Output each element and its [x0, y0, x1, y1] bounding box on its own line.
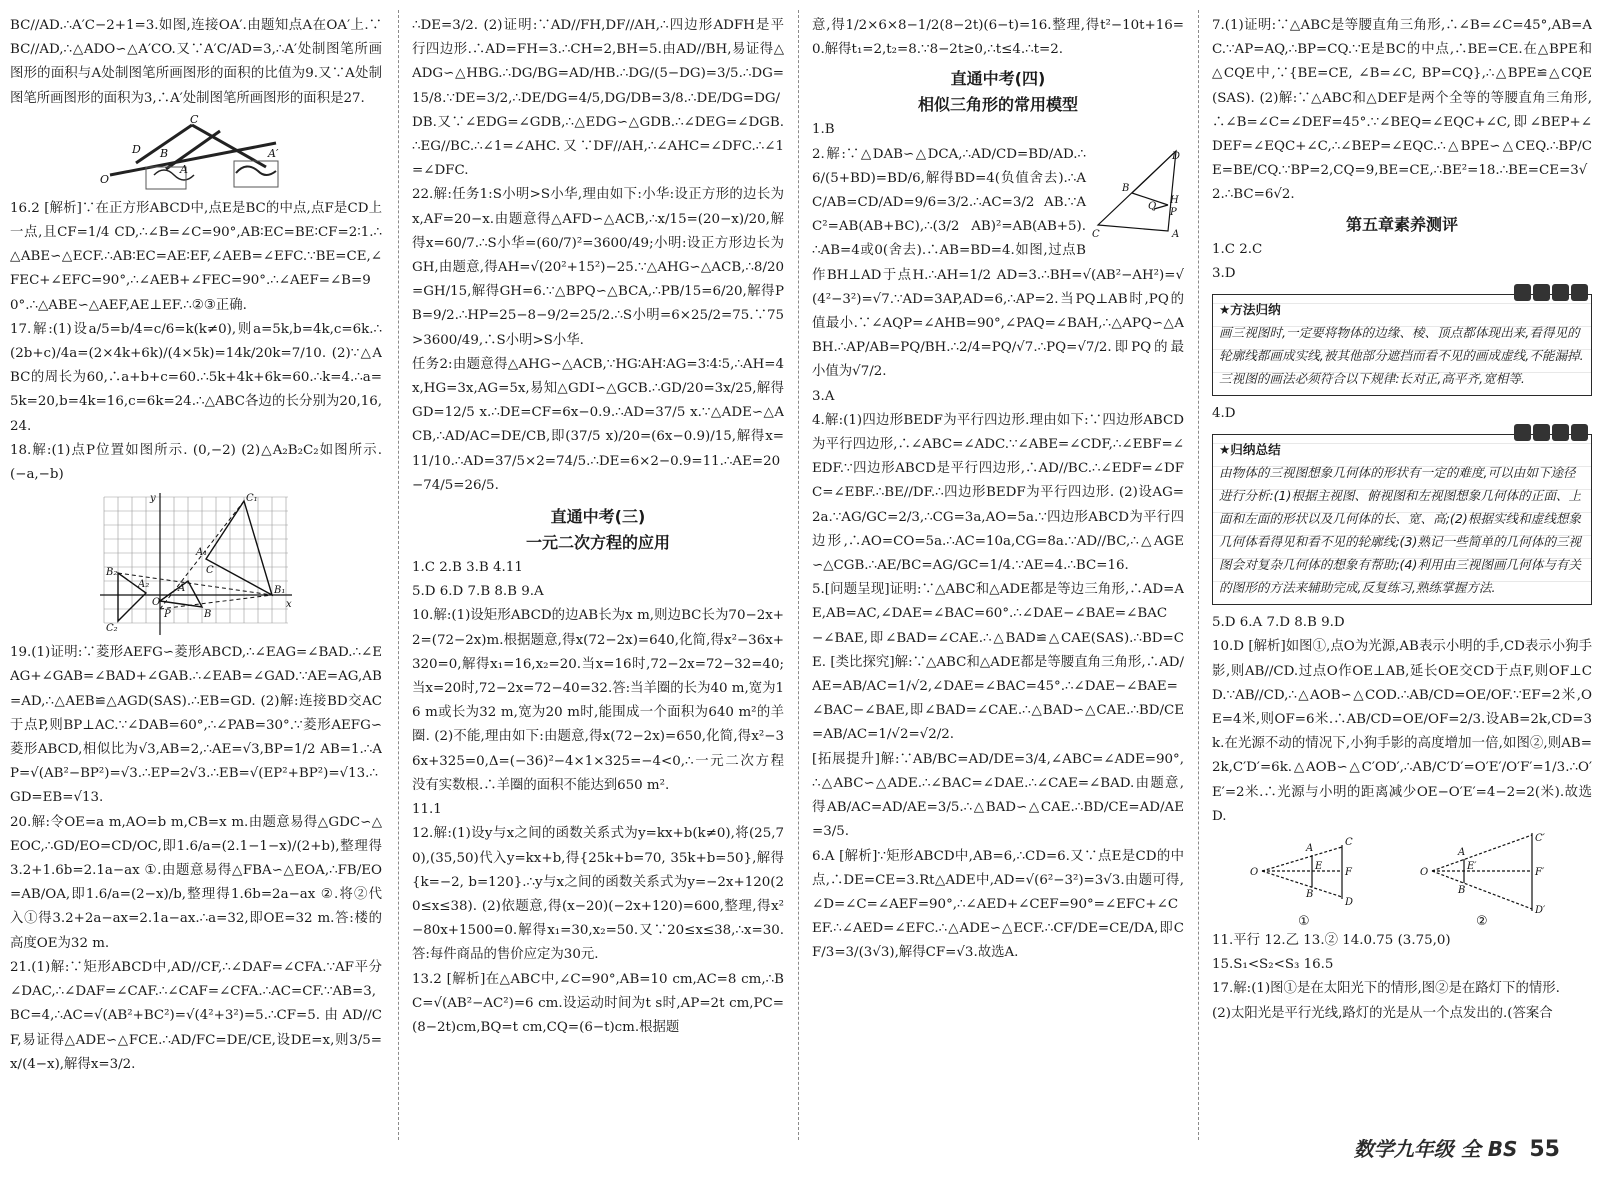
- tag-badge: [1533, 284, 1550, 301]
- fig-label: Q: [1148, 200, 1157, 212]
- answer-paragraph: 19.(1)证明:∵菱形AEFG∽菱形ABCD,∴∠EAG=∠BAD.∴∠EAG+∠GAB=∠BAD+∠GAB.∴∠EAB=∠GAD.∵AE=AG,AB=AD,∴△AEB≌△AGD(SAS).∴EB=GD. (2)解:连接BD交AC于点P,则BP⊥AC.∵∠DAB=60°,∴∠PAB=30°.∵菱形AEFG∽菱形ABCD,相似比为√3,AB=2,∴AE=√3,BP=1/2 AB=1.∴AP=√(AB²−BP²)=√3.∴EP=2√3.∴EB=√(EP²+BP²)=√13.∴GD=EB=√13.: [10, 645, 382, 806]
- box-text: 画三视图时,一定要将物体的边缘、棱、顶点都体现出来,看得见的轮廓线都画成实线,被其他部分遮挡而看不见的画成虚线,不能漏掉.三视图的画法必须符合以下规律:长对正,高平齐,宽相等.: [1219, 325, 1584, 387]
- answer-paragraph: 2.解:∵△DAB∽△DCA,∴AD/CD=BD/AD.∴6/(5+BD)=BD/6,解得BD=4(负值舍去).∴AC/AB=CD/AD=9/6=3/2.∴AC=3/2 AB.∵AC²=AB(AB+BC),∴(3/2 AB)²=AB(AB+5).∴AB=4或0(舍去).∴AB=BD=4.如图,过点B作BH⊥AD于点H.∴AH=1/2 AD=3.∴BH=√(AB²−AH²)=√(4²−3²)=√7.∵AD=3AP,AD=6,∴AP=2.当PQ⊥AB时,PQ的值最小.∵∠AQP=∠AHB=90°,∠PAQ=∠BAH,∴△APQ∽△ABH.∴AP/AB=PQ/BH.∴2/4=PQ/√7.∴PQ=√7/2.即PQ的最小值为√7/2.: [812, 146, 1184, 380]
- book-title: 数学九年级 全 BS: [1353, 1136, 1518, 1161]
- fig-caption: ②: [1476, 914, 1488, 928]
- section-title: 直通中考(四): [950, 69, 1046, 89]
- coordinate-grid-figure: [96, 489, 296, 639]
- answer-paragraph: 20.解:令OE=a m,AO=b m,CB=x m.由题意易得△GDC∽△EOC,∴GD/EO=CD/OC,即1.6/a=(2.1−1−x)/(2+b),整理得3.2+1.6b=2.1a−ax ①.由题意易得△FBA∽△EOA,∴FB/EO=AB/OA,即1.6/a=(2−x)/b,整理得1.6b=2a−ax ②.将②代入①得3.2+2a−ax=2.1a−ax.∴a=32,即OE=32 m.答:楼的高度OE为32 m.: [10, 814, 382, 951]
- fig-label: O: [100, 172, 110, 186]
- page-footer: [1354, 1137, 1560, 1162]
- fig-label: B₂: [106, 567, 118, 579]
- page-number: 55: [1529, 1136, 1560, 1162]
- answer-paragraph: 5.[问题呈现]证明:∵△ABC和△ADE都是等边三角形,∴AD=AE,AB=AC,∠DAE=∠BAC=60°.∴∠DAE−∠BAE=∠BAC−∠BAE,即∠BAD=∠CAE.∴△BAD≌△CAE(SAS).∴BD=CE. [类比探究]解:∵△ABC和△ADE都是等腰直角三角形,∴AD/AE=AB/AC=1/√2,∠DAE=∠BAC=45°.∴∠DAE−∠BAE=∠BAC−∠BAE,即∠BAD=∠CAE.∴△BAD∽△CAE.∴BD/CE=AB/AC=1/√2=√2/2.: [812, 582, 1184, 743]
- tag-badge: [1552, 424, 1569, 441]
- section-title: 直通中考(三): [550, 507, 646, 527]
- fig-label: O: [1250, 867, 1259, 879]
- column-divider: [798, 10, 799, 1140]
- tag-badge: [1571, 424, 1588, 441]
- fig-label: C₁: [246, 493, 258, 505]
- fig-label: B: [1306, 889, 1314, 901]
- answer-paragraph: 13.2 [解析]在△ABC中,∠C=90°,AB=10 cm,AC=8 cm,∴BC=√(AB²−AC²)=6 cm.设运动时间为t s时,AP=2t cm,PC=(8−2t)cm,BQ=t cm,CQ=(6−t)cm.根据题: [412, 971, 784, 1035]
- tag-badges: [1514, 284, 1588, 301]
- section-subtitle: 相似三角形的常用模型: [917, 95, 1078, 115]
- answer-paragraph: [拓展提升]解:∵AB/BC=AD/DE=3/4,∠ABC=∠ADE=90°,∴△ABC∽△ADE.∴∠BAC=∠DAE.∴∠CAE=∠BAD.由题意,得AB/AC=AD/AE=3/5.∴△BAD∽△CAE.∴BD/CE=AD/AE=3/5.: [812, 751, 1184, 840]
- answer-paragraph: BC//AD.∴A′C−2+1=3.如图,连接OA′.由题知点A在OA′上.∵BC//AD,∴△ADO∽△A′CO.又∵A′C/AD=3,∴A′处制图笔所画图形的面积与A处制图笔所画图形的面积的比值为9.又∵A处制图笔所画图形的面积为3,∴A′处制图笔所画图形的面积是27.: [10, 18, 382, 106]
- fig-label: A: [1306, 843, 1314, 855]
- fig-label: x: [286, 599, 292, 611]
- column-3: [812, 14, 1184, 1139]
- fig-label: B: [1122, 182, 1130, 194]
- fig-label: F: [1345, 867, 1352, 879]
- fig-label: D: [1345, 897, 1354, 909]
- answer-paragraph: 7.(1)证明:∵△ABC是等腰直角三角形,∴∠B=∠C=45°,AB=AC.∵AP=AQ,∴BP=CQ.∵E是BC的中点,∴BE=CE.在△BPE和△CQE中,∵{BE=CE, ∠B=∠C, BP=CQ},∴△BPE≌△CQE(SAS). (2)解:∵△ABC和△DEF是两个全等的等腰直角三角形,∴∠B=∠C=∠DEF=45°.∵∠BEQ=∠EQC+∠C,即∠BEP+∠DEF=∠EQC+∠C,∴∠BEP=∠EQC.∴△BPE∽△CEQ.∴BP/CE=BE/CQ.∵BP=2,CQ=9,BE=CE,∴BE²=18.∴BE=CE=3√2.∴BC=6√2.: [1212, 18, 1592, 203]
- fig-label: C′: [1535, 833, 1545, 845]
- fig-label: H: [1170, 194, 1179, 206]
- answer-line: 5.D 6.D 7.B 8.B 9.A: [412, 584, 544, 600]
- fig-label: B₁: [274, 585, 286, 597]
- answer-line: 17.解:(1)图①是在太阳光下的情形,图②是在路灯下的情形.: [1212, 981, 1560, 997]
- column-4: [1212, 14, 1592, 1139]
- pantograph-figure: [96, 113, 296, 195]
- fig-label: A: [1172, 228, 1180, 239]
- fig-label: P: [164, 609, 171, 621]
- answer-line: 1.B: [812, 122, 835, 138]
- answer-line: 1.C 2.B 3.B 4.11: [412, 560, 523, 576]
- answer-paragraph: 意,得1/2×6×8−1/2(8−2t)(6−t)=16.整理,得t²−10t+16=0.解得t₁=2,t₂=8.∵8−2t≥0,∴t≤4.∴t=2.: [812, 18, 1184, 58]
- answer-line: 4.D: [1212, 406, 1236, 422]
- column-divider: [398, 10, 399, 1140]
- fig-caption: ①: [1298, 914, 1310, 928]
- answer-line: (2)太阳光是平行光线,路灯的光是从一个点发出的.(答案合: [1212, 1005, 1553, 1021]
- fig-label: E′: [1467, 861, 1477, 873]
- answer-paragraph: 10.D [解析]如图①,点O为光源,AB表示小明的手,CD表示小狗手影,则AB//CD.过点O作OE⊥AB,延长OE交CD于点F,则OF⊥CD.∵AB//CD,∴△AOB∽△COD.∴AB/CD=OE/OF.∵EF=2米,OE=4米,则OF=6米.∴AB/CD=OE/OF=2/3.设AB=2k,CD=3k.在光源不动的情况下,小狗手影的高度增加一倍,如图②,则AB=2k,C′D′=6k.△AOB∽△C′OD′,∴AB/C′D′=O′E′/O′F′=1/3.∴O′E′=2米.∴光源与小明的距离减少OE−O′E′=4−2=2(米).故选D.: [1212, 639, 1592, 824]
- fig-label: O: [152, 597, 161, 609]
- answer-line: 1.C 2.C: [1212, 241, 1263, 257]
- answer-line: 11.平行 12.乙 13.② 14.0.75 (3.75,0): [1212, 933, 1451, 949]
- answer-paragraph: 10.解:(1)设矩形ABCD的边AB长为x m,则边BC长为70−2x+2=(72−2x)m.根据题意,得x(72−2x)=640,化简,得x²−36x+320=0,解得x₁=16,x₂=20.当x=16时,72−2x=72−32=40;当x=20时,72−2x=72−40=32.答:当羊圈的长为40 m,宽为16 m或长为32 m,宽为20 m时,能围成一个面积为640 m²的羊圈. (2)不能,理由如下:由题意,得x(72−2x)=650,化简,得x²−36x+325=0,Δ=(−36)²−4×1×325=−4<0,∴一元二次方程没有实数根.∴羊圈的面积不能达到650 m².: [412, 608, 784, 793]
- answer-paragraph: 6.A [解析]∵矩形ABCD中,AB=6,∴CD=6.又∵点E是CD的中点,∴DE=CE=3.Rt△ADE中,AD=√(6²−3²)=3√3.由题可得,∠D=∠C=∠AEF=90°,∴∠AED+∠CEF=90°=∠EFC+∠CEF.∴∠AED=∠EFC.∴△ADE∽△ECF.∴CF/DE=CE/DA,即CF/3=3/(3√3),解得CF=√3.故选A.: [812, 848, 1184, 961]
- fig-label: A′: [268, 146, 279, 160]
- answer-paragraph: 22.解:任务1:S小明>S小华,理由如下:小华:设正方形的边长为x,AF=20−x.由题意得△AFD∽△ACB,∴x/15=(20−x)/20,解得x=60/7.∴S小华=(60/7)²=3600/49;小明:设正方形边长为GH,由题意,得AH=√(20²+15²)−25.∵△AHG∽△ACB,∴8/20=GH/15,解得GH=6.∵△BPQ∽△BCA,∴PB/15=6/20,解得PB=9/2.∴HP=25−8−9/2=25/2.∴S小明=6×25/2=75.∵75>3600/49,∴S小明>S小华.: [412, 187, 784, 348]
- tag-badges: [1514, 424, 1588, 441]
- answer-line: 3.A: [812, 388, 835, 404]
- fig-label: C: [1092, 228, 1100, 239]
- fig-label: B: [160, 146, 169, 160]
- fig-label: B: [204, 609, 212, 621]
- fig-label: E: [1315, 861, 1323, 873]
- answer-line: 3.D: [1212, 265, 1236, 281]
- answer-paragraph: 16.2 [解析]∵在正方形ABCD中,点E是BC的中点,点F是CD上一点,且CF=1/4 CD,∴∠B=∠C=90°,AB∶EC=BE∶CF=2∶1.∴△ABE∽△ECF.∴AB∶EC=AE∶EF,∠AEB=∠EFC.∵BE=CE,∠FEC+∠EFC=90°,∴∠AEB+∠FEC=90°.∴∠AEF=∠B=90°.∴△ABE∽△AEF,AE⊥EF.∴②③正确.: [10, 200, 382, 313]
- answer-line: 5.D 6.A 7.D 8.B 9.D: [1212, 615, 1345, 631]
- fig-label: C: [1345, 837, 1353, 849]
- tag-badge: [1514, 424, 1531, 441]
- answer-line: 11.1: [412, 802, 442, 818]
- answer-paragraph: 任务2:由题意得△AHG∽△ACB,∵HG∶AH∶AG=3∶4∶5,∴AH=4x,HG=3x,AG=5x,易知△GDI∽△GCB.∴GD/20=3x/25,解得GD=12/5 x.∴DE=CF=6x−0.9.∴AD=37/5 x.∵△ADE∽△ACB,∴AD/AC=DE/CB,即(37/5 x)/20=(6x−0.9)/15,解得x=11/10.∴AD=37/5×2=74/5.∴DE=6×2−0.9=11.∴AE=20−74/5=26/5.: [412, 356, 784, 493]
- fig-label: F′: [1535, 867, 1545, 879]
- box-title: ★归纳总结: [1219, 442, 1281, 458]
- fig-label: A: [180, 162, 188, 176]
- answer-paragraph: 12.解:(1)设y与x之间的函数关系式为y=kx+b(k≠0),将(25,70),(35,50)代入y=kx+b,得{25k+b=70, 35k+b=50},解得{k=−2, b=120}.∴y与x之间的函数关系式为y=−2x+120(20≤x≤38). (2)依题意,得(x−20)(−2x+120)=600,整理,得x²−80x+1500=0.解得x₁=30,x₂=50.又∵20≤x≤38,∴x=30.答:每件商品的售价应定为30元.: [412, 826, 784, 963]
- column-1: [10, 14, 382, 1139]
- fig-label: C: [190, 112, 199, 126]
- answer-paragraph: 4.解:(1)四边形BEDF为平行四边形.理由如下:∵四边形ABCD为平行四边形,∴∠ABC=∠ADC.∵∠ABE=∠CDF,∴∠EBF=∠EDF.∵四边形ABCD是平行四边形,∴AD//BC.∴∠EDF=∠DFC=∠EBF.∴BE//DF.∴四边形BEDF为平行四边形. (2)设AG=2a.∵AG/GC=2/3,∴CG=3a,AO=5a.∵四边形ABCD为平行四边形,∴AO=CO=5a.∴AC=10a,CG=8a.∵AD//BC,∴△AGE∽△CGB.∴AE/BC=AG/GC=1/4.∵AE=4.∴BC=16.: [812, 412, 1184, 574]
- section-subtitle: 一元二次方程的应用: [525, 533, 670, 553]
- method-summary-box: [1212, 294, 1592, 396]
- answer-paragraph: 17.解:(1)设a/5=b/4=c/6=k(k≠0),则a=5k,b=4k,c=6k.∴(2b+c)/4a=(2×4k+6k)/(4×5k)=14k/20k=7/10. (2)∵△ABC的周长为60,∴a+b+c=60.∴5k+4k+6k=60.∴k=4.∴a=5k=20,b=4k=16,c=6k=24.∴△ABC各边的长分别为20,16,24.: [10, 321, 382, 434]
- fig-label: B: [1458, 885, 1466, 897]
- fig-label: D: [1172, 150, 1181, 162]
- fig-label: A₂: [138, 579, 150, 591]
- fig-label: y: [150, 493, 156, 505]
- fig-label: A₁: [196, 547, 208, 559]
- tag-badge: [1514, 284, 1531, 301]
- tag-badge: [1571, 284, 1588, 301]
- tag-badge: [1552, 284, 1569, 301]
- tag-badge: [1533, 424, 1550, 441]
- fig-label: C₂: [106, 623, 118, 635]
- fig-label: A: [1458, 847, 1466, 859]
- answer-paragraph: 18.解:(1)点P位置如图所示. (0,−2) (2)△A₂B₂C₂如图所示. (−a,−b): [10, 442, 382, 483]
- fig-label: C: [206, 565, 214, 577]
- light-source-figure: [1242, 831, 1562, 927]
- answer-paragraph: 21.(1)解:∵矩形ABCD中,AD//CF,∴∠DAF=∠CFA.∵AF平分∠DAC,∴∠DAF=∠CAF.∴∠CAF=∠CFA.∴AC=CF.∵AB=3,BC=4,∴AC=√(AB²+BC²)=√(4²+3²)=5.∴CF=5.由AD//CF,易证得△ADE∽△FCE.∴AD/FC=DE/CE,设DE=x,则3/5=x/(4−x),解得x=3/2.: [10, 959, 382, 1072]
- answer-line: 15.S₁<S₂<S₃ 16.5: [1212, 957, 1334, 973]
- column-divider: [1198, 10, 1199, 1140]
- triangle-figure: [1092, 147, 1184, 239]
- section-title: 第五章素养测评: [1345, 214, 1458, 234]
- fig-label: D: [132, 142, 141, 156]
- answer-paragraph: ∴DE=3/2. (2)证明:∵AD//FH,DF//AH,∴四边形ADFH是平行四边形.∴AD=FH=3.∴CH=2,BH=5.由AD//BH,易证得△ADG∽△HBG.∴DG/BG=AD/HB.∴DG/(5−DG)=3/5.∴DG=15/8.∵DE=3/2,∴DE/DG=4/5,DG/DB=3/8.∴DE/DG=DG/DB.又∵∠EDG=∠GDB,∴△EDG∽△GDB.∴∠DEG=∠DGB.∴EG//BC.∴∠1=∠AHC.又∵DF//AH,∴∠AHC=∠DFC.∴∠1=∠DFC.: [412, 18, 784, 179]
- summary-box: [1212, 434, 1592, 605]
- fig-label: O: [1420, 867, 1429, 879]
- box-text: 由物体的三视图想象几何体的形状有一定的难度,可以由如下途径进行分析:(1)根据主视图、俯视图和左视图想象几何体的正面、上面和左面的形状以及几何体的长、宽、高;(2)根据实线和虚线想象几何体看得见和看不见的轮廓线;(3)熟记一些简单的几何体的三视图会对复杂几何体的想象有帮助;(4)利用由三视图画几何体与有关的图形的方法来辅助完成,反复练习,熟练掌握方法.: [1219, 465, 1582, 596]
- fig-label: A: [178, 583, 186, 595]
- column-2: [412, 14, 784, 1139]
- fig-label: D′: [1535, 905, 1546, 917]
- box-title: ★方法归纳: [1219, 302, 1281, 318]
- fig-label: P: [1170, 206, 1177, 218]
